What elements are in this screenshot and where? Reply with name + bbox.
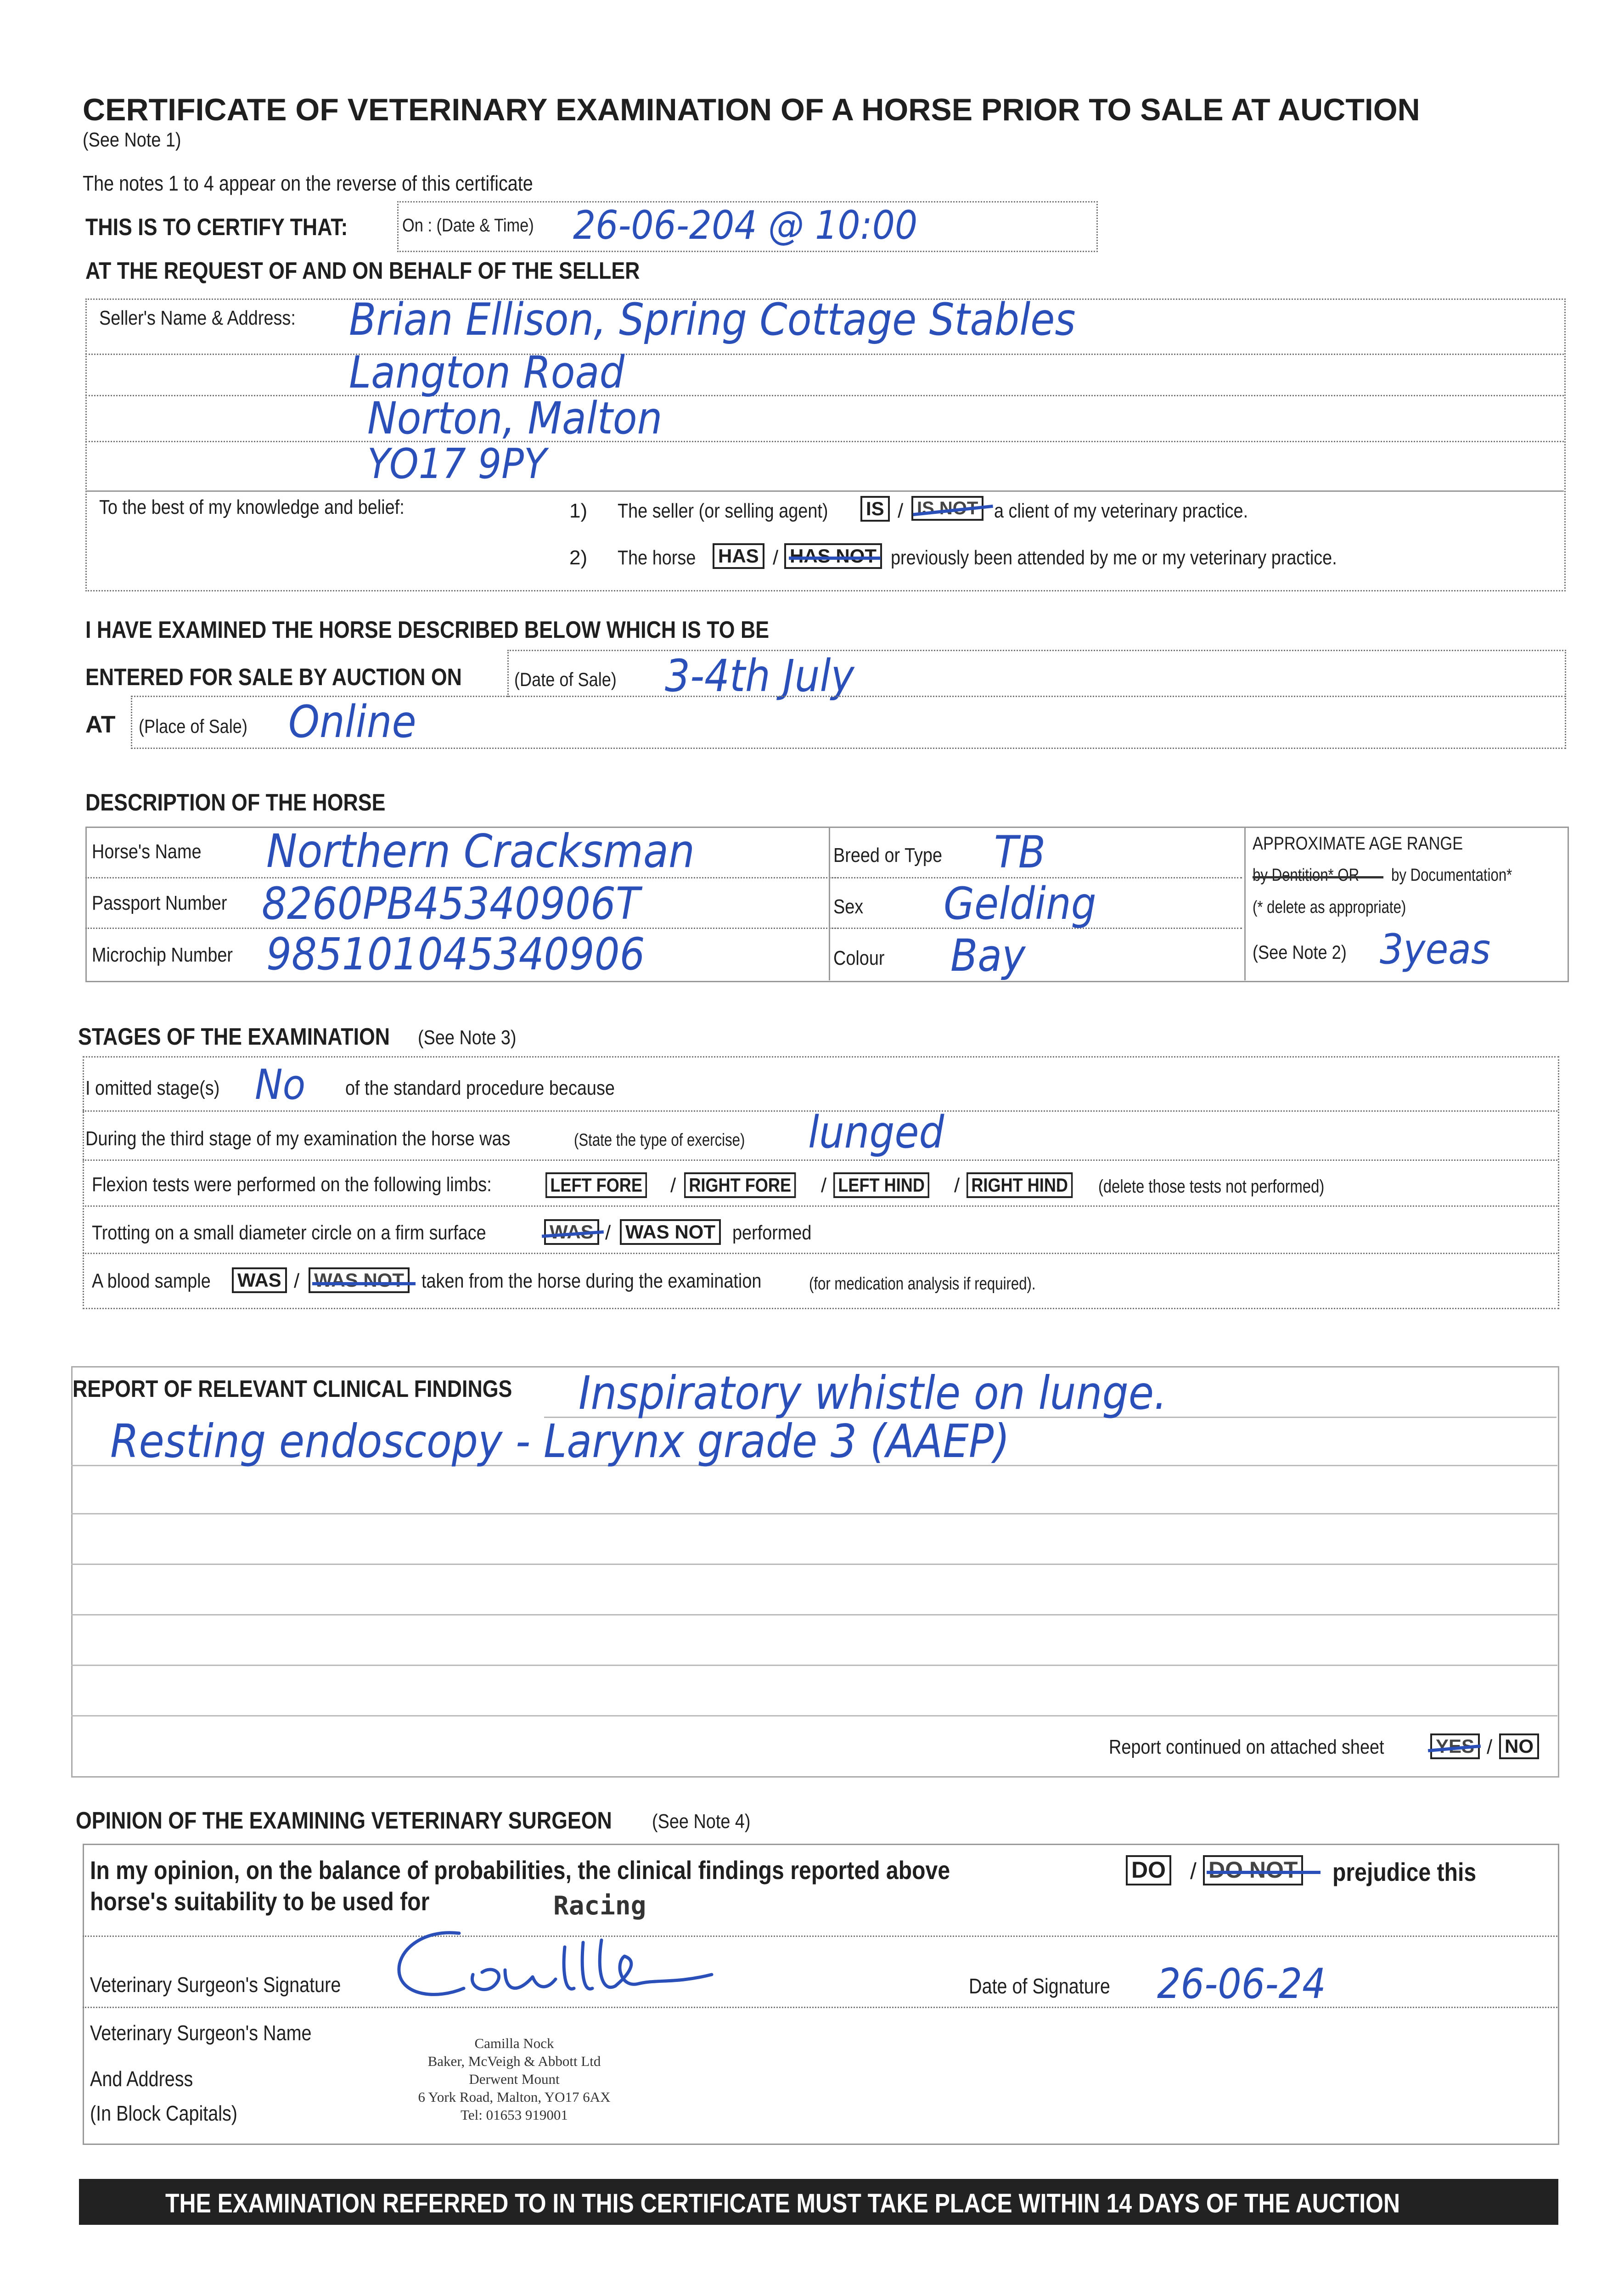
request-heading: AT THE REQUEST OF AND ON BEHALF OF THE SELLER: [85, 258, 640, 284]
blood-post: taken from the horse during the examination: [421, 1270, 762, 1292]
sig-date-label: Date of Signature: [969, 1974, 1110, 1998]
signature-label: Veterinary Surgeon's Signature: [90, 1973, 341, 1997]
slash: /: [294, 1270, 300, 1292]
report-yes-option[interactable]: YES: [1430, 1733, 1480, 1759]
vet-signature: [381, 1919, 886, 2011]
blood-note: (for medication analysis if required).: [809, 1274, 1036, 1294]
footer-text: THE EXAMINATION REFERRED TO IN THIS CERTIFICATE MUST TAKE PLACE WITHIN 14 DAYS OF THE AUCTION: [165, 2189, 1400, 2218]
stamp-line: Baker, McVeigh & Abbott Ltd: [427, 2053, 601, 2069]
trot-was-option[interactable]: WAS: [544, 1219, 599, 1245]
report-continued: Report continued on attached sheet: [1109, 1736, 1384, 1758]
entered-label: ENTERED FOR SALE BY AUCTION ON: [85, 664, 462, 691]
slash: /: [773, 546, 779, 569]
belief-2-pre: The horse: [618, 546, 696, 569]
vet-address-label: And Address: [90, 2067, 193, 2091]
description-heading: DESCRIPTION OF THE HORSE: [85, 789, 386, 816]
certify-on-label: On : (Date & Time): [402, 215, 534, 236]
flexion-post: (delete those tests not performed): [1098, 1176, 1325, 1197]
seller-is-not-option[interactable]: IS NOT: [911, 496, 983, 521]
report-no-option[interactable]: NO: [1499, 1733, 1539, 1759]
certify-label: THIS IS TO CERTIFY THAT:: [85, 214, 348, 241]
slash: /: [605, 1221, 611, 1244]
certify-date-field[interactable]: [397, 201, 1098, 252]
trot-pre: Trotting on a small diameter circle on a firm surface: [92, 1221, 486, 1244]
stages-heading-note: (See Note 3): [418, 1026, 517, 1049]
third-stage-value[interactable]: lunged: [808, 1107, 944, 1158]
report-line-2[interactable]: Resting endoscopy - Larynx grade 3 (AAEP): [110, 1414, 1010, 1468]
belief-label: To the best of my knowledge and belief:: [99, 496, 405, 518]
slash: /: [898, 500, 904, 522]
stamp-line: 6 York Road, Malton, YO17 6AX: [418, 2089, 611, 2105]
do-not-option[interactable]: DO NOT: [1203, 1855, 1303, 1885]
belief-2-post: previously been attended by me or my veterinary practice.: [891, 546, 1337, 569]
age-see-note: (See Note 2): [1253, 941, 1347, 963]
opinion-text-3: horse's suitability to be used for: [90, 1887, 430, 1916]
report-line-1[interactable]: Inspiratory whistle on lunge.: [579, 1366, 1167, 1420]
certify-on-value: 26-06-204 @ 10:00: [573, 203, 918, 248]
right-hind-option[interactable]: RIGHT HIND: [967, 1172, 1073, 1198]
stages-heading: STAGES OF THE EXAMINATION: [78, 1024, 390, 1050]
colour-value[interactable]: Bay: [950, 930, 1026, 981]
seller-line-3: Norton, Malton: [367, 393, 663, 444]
do-option[interactable]: DO: [1126, 1855, 1171, 1885]
colour-label: Colour: [833, 947, 885, 969]
slash: /: [670, 1174, 676, 1197]
microchip-label: Microchip Number: [92, 944, 233, 966]
seller-line-4: YO17 9PY: [367, 440, 547, 488]
vet-name-label: Veterinary Surgeon's Name: [90, 2021, 312, 2045]
vet-stamp: [376, 2034, 652, 2124]
flexion-pre: Flexion tests were performed on the following limbs:: [92, 1173, 492, 1196]
opinion-heading: OPINION OF THE EXAMINING VETERINARY SURGEON: [76, 1807, 612, 1834]
opinion-text-2: prejudice this: [1332, 1857, 1477, 1886]
age-value[interactable]: 3yeas: [1380, 925, 1491, 974]
seller-line-1: Brian Ellison, Spring Cottage Stables: [349, 294, 1076, 345]
left-fore-option[interactable]: LEFT FORE: [545, 1172, 647, 1198]
vet-block-label: (In Block Capitals): [90, 2101, 237, 2125]
slash: /: [1487, 1736, 1493, 1758]
trot-was-not-option[interactable]: WAS NOT: [620, 1219, 721, 1245]
trot-post: performed: [732, 1221, 812, 1244]
sale-place-value: Online: [288, 696, 416, 748]
seller-line-2: Langton Road: [349, 347, 625, 398]
blood-was-option[interactable]: WAS: [232, 1267, 287, 1293]
passport-label: Passport Number: [92, 892, 227, 914]
age-delete-note: (* delete as appropriate): [1253, 898, 1406, 917]
sale-date-field[interactable]: [507, 650, 1566, 702]
sig-date-value[interactable]: 26-06-24: [1157, 1960, 1326, 2008]
horse-name-label: Horse's Name: [92, 840, 202, 863]
third-stage-pre: During the third stage of my examination the horse was: [85, 1127, 511, 1150]
horse-name-value[interactable]: Northern Cracksman: [266, 824, 695, 878]
age-heading: APPROXIMATE AGE RANGE: [1253, 833, 1463, 854]
stamp-line: Tel: 01653 919001: [461, 2107, 568, 2123]
slash: /: [1190, 1858, 1197, 1884]
microchip-value[interactable]: 985101045340906: [266, 929, 645, 980]
opinion-text-1: In my opinion, on the balance of probabilities, the clinical findings reported above: [90, 1856, 950, 1885]
seller-label: Seller's Name & Address:: [99, 307, 296, 329]
breed-value[interactable]: TB: [994, 827, 1046, 878]
belief-2-num: 2): [569, 546, 588, 569]
sale-place-label: (Place of Sale): [139, 715, 247, 737]
belief-1-post: a client of my veterinary practice.: [994, 500, 1248, 522]
passport-value[interactable]: 8260PB45340906T: [262, 878, 640, 929]
slash: /: [821, 1174, 827, 1197]
opinion-heading-note: (See Note 4): [652, 1810, 751, 1833]
horse-has-option[interactable]: HAS: [713, 543, 764, 569]
blood-was-not-option[interactable]: WAS NOT: [309, 1267, 410, 1293]
right-fore-option[interactable]: RIGHT FORE: [684, 1172, 796, 1198]
report-heading: REPORT OF RELEVANT CLINICAL FINDINGS: [73, 1376, 512, 1402]
left-hind-option[interactable]: LEFT HIND: [833, 1172, 929, 1198]
sex-label: Sex: [833, 895, 864, 918]
sex-value[interactable]: Gelding: [944, 878, 1096, 929]
stamp-line: Derwent Mount: [469, 2071, 560, 2087]
third-stage-note: (State the type of exercise): [574, 1131, 745, 1150]
see-note-1: (See Note 1): [83, 129, 181, 151]
omitted-post: of the standard procedure because: [345, 1077, 615, 1099]
examined-heading: I HAVE EXAMINED THE HORSE DESCRIBED BELOW WHICH IS TO BE: [85, 617, 770, 643]
seller-is-option[interactable]: IS: [860, 496, 890, 522]
belief-1-pre: The seller (or selling agent): [618, 500, 828, 522]
belief-1-num: 1): [569, 500, 588, 522]
page-title: CERTIFICATE OF VETERINARY EXAMINATION OF A HORSE PRIOR TO SALE AT AUCTION: [83, 92, 1420, 127]
stamp-line: Camilla Nock: [474, 2035, 554, 2051]
sale-place-field[interactable]: [131, 696, 1566, 749]
horse-has-not-option[interactable]: HAS NOT: [784, 543, 882, 569]
omitted-value[interactable]: No: [255, 1061, 306, 1109]
at-label: AT: [85, 711, 116, 738]
opinion-use-value[interactable]: Racing: [553, 1891, 646, 1921]
age-documentation[interactable]: by Documentation*: [1391, 866, 1512, 885]
slash: /: [954, 1174, 960, 1197]
sale-date-value: 3-4th July: [665, 650, 854, 702]
omitted-pre: I omitted stage(s): [85, 1077, 220, 1099]
sale-date-label: (Date of Sale): [514, 669, 617, 690]
breed-label: Breed or Type: [833, 844, 943, 867]
notes-text: The notes 1 to 4 appear on the reverse of this certificate: [83, 171, 533, 195]
age-dentition[interactable]: by Dentition* OR: [1253, 866, 1360, 885]
blood-pre: A blood sample: [92, 1270, 211, 1292]
